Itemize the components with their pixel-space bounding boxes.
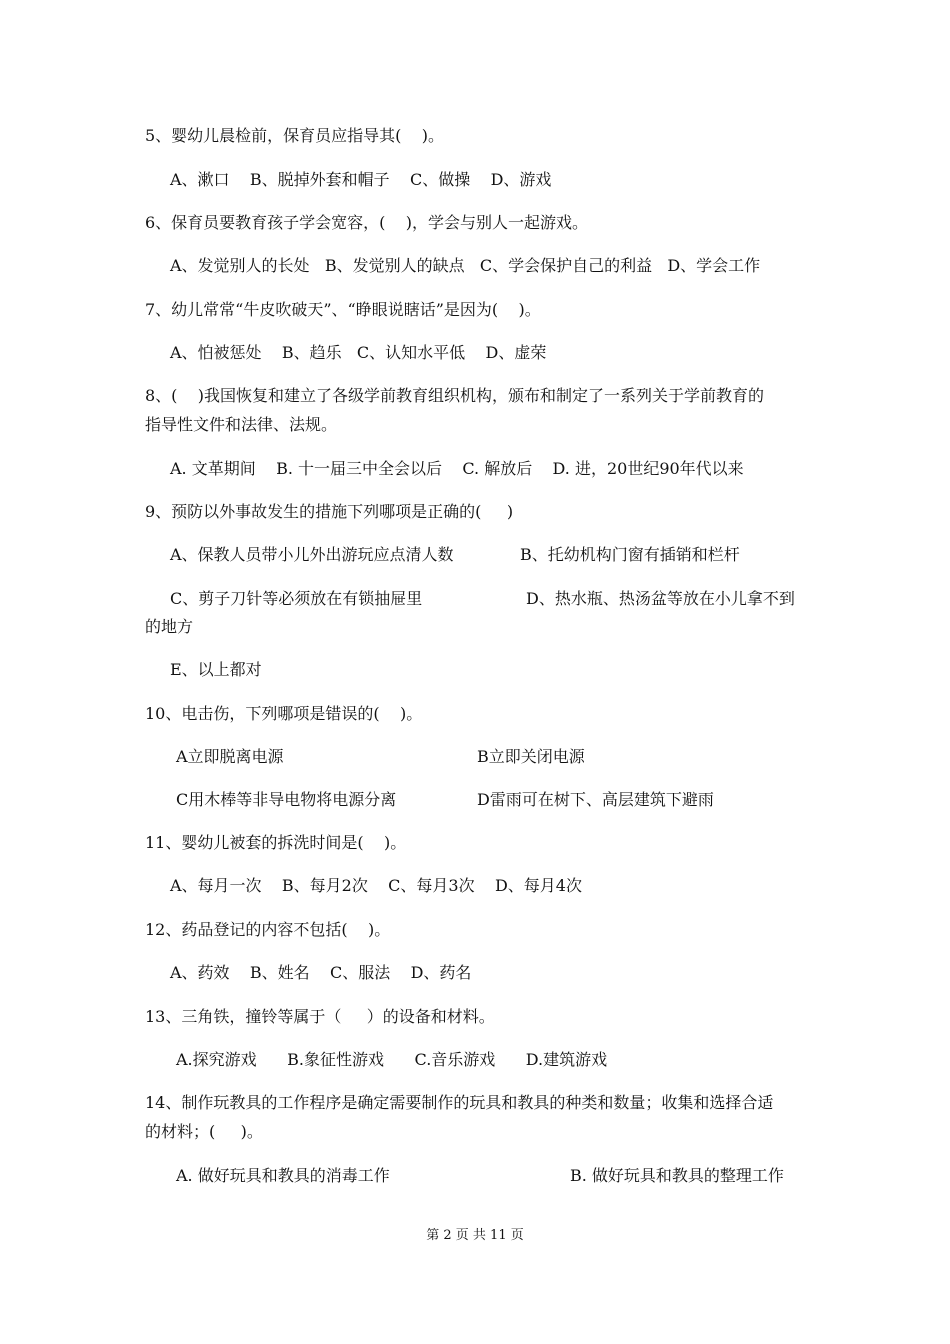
question-9-option-a: A、保教人员带小儿外出游玩应点清人数 [170,545,454,564]
question-9-option-c: C、剪子刀针等必须放在有锁抽屉里 [170,589,423,608]
question-10-option-c: C用木棒等非导电物将电源分离 [176,790,397,809]
question-7-options: A、怕被惩处 B、趋乐 C、认知水平低 D、虚荣 [170,343,547,362]
question-12-stem: 12、药品登记的内容不包括( )。 [145,920,391,939]
question-9-option-e: E、以上都对 [170,660,262,679]
question-10-stem: 10、电击伤，下列哪项是错误的( )。 [145,704,423,723]
question-10-option-a: A立即脱离电源 [176,747,284,766]
question-9-stem: 9、预防以外事故发生的措施下列哪项是正确的( ) [145,502,514,521]
question-10-option-b: B立即关闭电源 [477,747,585,766]
question-9-option-d-continued: 的地方 [145,617,194,636]
question-12-options: A、药效 B、姓名 C、服法 D、药名 [170,963,472,982]
question-14-option-a: A. 做好玩具和教具的消毒工作 [176,1166,390,1185]
question-14-stem-line2: 的材料；( )。 [145,1122,263,1141]
question-9-option-d: D、热水瓶、热汤盆等放在小儿拿不到 [526,589,795,608]
question-8-options: A. 文革期间 B. 十一届三中全会以后 C. 解放后 D. 进，20世纪90年代以来 [170,459,744,478]
question-11-stem: 11、婴幼儿被套的拆洗时间是( )。 [145,833,407,852]
question-14-option-b: B. 做好玩具和教具的整理工作 [570,1166,784,1185]
question-13-stem: 13、三角铁，撞铃等属于（ ）的设备和材料。 [145,1007,495,1026]
page-footer: 第 2 页 共 11 页 [426,1228,524,1243]
question-13-options: A.探究游戏 B.象征性游戏 C.音乐游戏 D.建筑游戏 [176,1050,608,1069]
question-11-options: A、每月一次 B、每月2次 C、每月3次 D、每月4次 [170,876,582,895]
question-14-stem-line1: 14、制作玩教具的工作程序是确定需要制作的玩具和教具的种类和数量；收集和选择合适 [145,1093,774,1112]
question-10-option-d: D雷雨可在树下、高层建筑下避雨 [477,790,714,809]
question-5-stem: 5、婴幼儿晨检前，保育员应指导其( )。 [145,126,445,145]
question-6-stem: 6、保育员要教育孩子学会宽容，( )，学会与别人一起游戏。 [145,213,589,232]
question-6-options: A、发觉别人的长处 B、发觉别人的缺点 C、学会保护自己的利益 D、学会工作 [170,256,761,275]
question-9-option-b: B、托幼机构门窗有插销和栏杆 [520,545,740,564]
question-7-stem: 7、幼儿常常“牛皮吹破天”、“睁眼说瞎话”是因为( )。 [145,300,541,319]
question-5-options: A、漱口 B、脱掉外套和帽子 C、做操 D、游戏 [170,170,552,189]
question-8-stem-line1: 8、( )我国恢复和建立了各级学前教育组织机构，颁布和制定了一系列关于学前教育的 [145,386,765,405]
question-8-stem-line2: 指导性文件和法律、法规。 [145,415,338,434]
